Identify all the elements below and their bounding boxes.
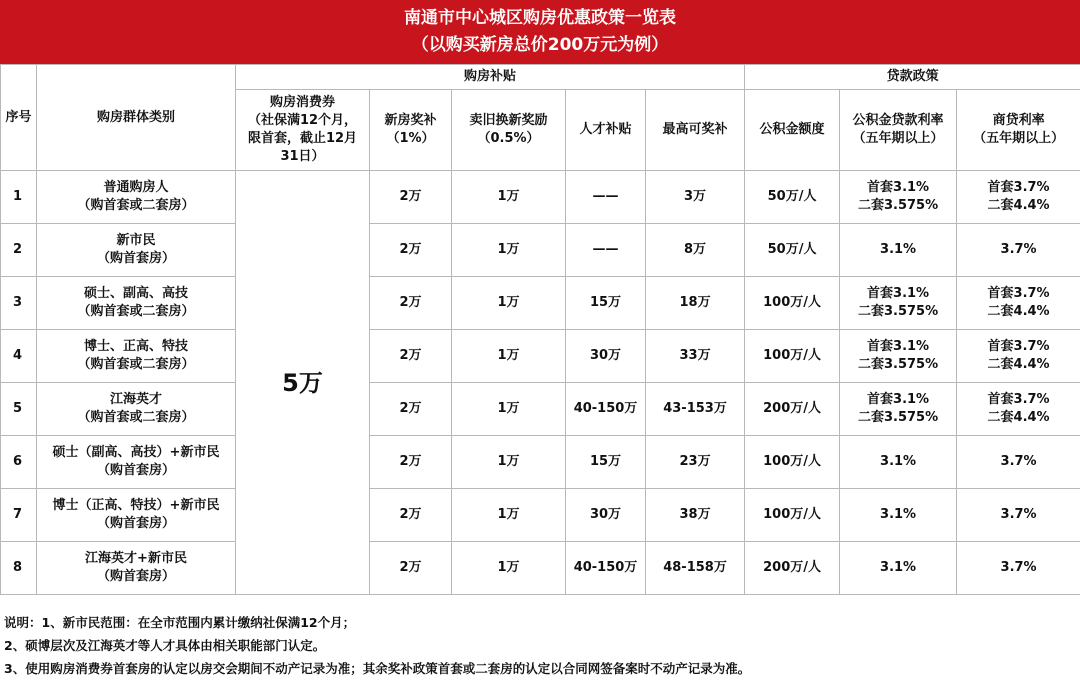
- commercial-rate-cell-line: 二套4.4%: [987, 410, 1050, 425]
- commercial-rate-cell: [957, 436, 1080, 489]
- commercial-rate-cell-line: 首套3.7%: [987, 339, 1050, 354]
- seq-cell: 3: [1, 277, 37, 330]
- fund-rate-cell-line: 首套3.1%: [867, 286, 930, 301]
- subsidy-col-header-line: 31日）: [280, 149, 325, 164]
- fund-rate-cell-line: 3.1%: [880, 454, 917, 469]
- category-cell-line: （购首套房）: [96, 516, 175, 531]
- new-house-subsidy-cell: 2万: [370, 436, 452, 489]
- new-house-subsidy-cell: 2万: [370, 224, 452, 277]
- fund-rate-cell-line: 首套3.1%: [867, 392, 930, 407]
- notes-section: [0, 609, 1080, 686]
- commercial-rate-cell: [957, 383, 1080, 436]
- title-banner: [0, 0, 1080, 64]
- fund-rate-cell: [840, 542, 957, 595]
- max-subsidy-cell: 18万: [646, 277, 745, 330]
- subsidy-col-header: [236, 90, 370, 171]
- talent-subsidy-cell: ——: [566, 171, 646, 224]
- loan-col-header-line: 商贷利率: [992, 113, 1045, 128]
- talent-subsidy-cell: 30万: [566, 330, 646, 383]
- subsidy-col-header-line: 卖旧换新奖励: [469, 113, 548, 128]
- category-cell-line: （购首套房）: [96, 251, 175, 266]
- subsidy-col-header-line: （1%）: [386, 131, 435, 146]
- new-house-subsidy-cell: 2万: [370, 383, 452, 436]
- table-row: [1, 489, 1080, 542]
- max-subsidy-cell: 48-158万: [646, 542, 745, 595]
- category-cell: [37, 277, 236, 330]
- fund-quota-cell: 50万/人: [745, 224, 840, 277]
- fund-quota-cell: 200万/人: [745, 542, 840, 595]
- table-row: [1, 330, 1080, 383]
- loan-col-header-line: （五年期以上）: [852, 131, 944, 146]
- category-cell-line: 江海英才: [109, 392, 162, 407]
- new-house-subsidy-cell: 2万: [370, 171, 452, 224]
- talent-subsidy-cell: 30万: [566, 489, 646, 542]
- category-header: 购房群体类别: [37, 65, 236, 171]
- seq-cell: 6: [1, 436, 37, 489]
- commercial-rate-cell-line: 首套3.7%: [987, 286, 1050, 301]
- commercial-rate-cell-line: 二套4.4%: [987, 357, 1050, 372]
- max-subsidy-cell: 23万: [646, 436, 745, 489]
- fund-rate-cell-line: 3.1%: [880, 507, 917, 522]
- fund-rate-cell-line: 二套3.575%: [857, 304, 939, 319]
- commercial-rate-cell-line: 二套4.4%: [987, 304, 1050, 319]
- commercial-rate-cell: [957, 330, 1080, 383]
- max-subsidy-cell: 8万: [646, 224, 745, 277]
- fund-rate-cell: [840, 171, 957, 224]
- category-cell: [37, 436, 236, 489]
- commercial-rate-cell-line: 二套4.4%: [987, 198, 1050, 213]
- category-cell-line: 硕士、副高、高技: [83, 286, 188, 301]
- fund-quota-cell: 200万/人: [745, 383, 840, 436]
- commercial-rate-cell-line: 3.7%: [1000, 560, 1037, 575]
- category-cell: [37, 383, 236, 436]
- commercial-rate-cell-line: 3.7%: [1000, 507, 1037, 522]
- category-cell-line: 博士、正高、特技: [83, 339, 188, 354]
- fund-quota-cell: 100万/人: [745, 330, 840, 383]
- subsidy-col-header-line: 人才补贴: [579, 122, 632, 137]
- category-cell-line: 新市民: [116, 233, 156, 248]
- subsidy-col-header-line: 新房奖补: [384, 113, 437, 128]
- fund-rate-cell: [840, 224, 957, 277]
- category-cell: [37, 542, 236, 595]
- max-subsidy-cell: 43-153万: [646, 383, 745, 436]
- trade-in-reward-cell: 1万: [452, 277, 566, 330]
- subsidy-col-header: [646, 90, 745, 171]
- talent-subsidy-cell: ——: [566, 224, 646, 277]
- fund-rate-cell: [840, 436, 957, 489]
- table-row: [1, 277, 1080, 330]
- header-row-groups: [1, 65, 1080, 90]
- subsidy-col-header: [452, 90, 566, 171]
- trade-in-reward-cell: 1万: [452, 330, 566, 383]
- trade-in-reward-cell: 1万: [452, 489, 566, 542]
- trade-in-reward-cell: 1万: [452, 224, 566, 277]
- max-subsidy-cell: 38万: [646, 489, 745, 542]
- page-subtitle: （以购买新房总价200万元为例）: [411, 35, 669, 55]
- talent-subsidy-cell: 40-150万: [566, 383, 646, 436]
- new-house-subsidy-cell: 2万: [370, 277, 452, 330]
- subsidy-col-header: [566, 90, 646, 171]
- loan-group-header: 贷款政策: [745, 65, 1080, 90]
- commercial-rate-cell: [957, 489, 1080, 542]
- fund-rate-cell-line: 3.1%: [880, 560, 917, 575]
- fund-rate-cell: [840, 489, 957, 542]
- category-cell-line: （购首套房）: [96, 569, 175, 584]
- fund-rate-cell-line: 3.1%: [880, 242, 917, 257]
- subsidy-group-header: 购房补贴: [236, 65, 745, 90]
- trade-in-reward-cell: 1万: [452, 436, 566, 489]
- note-3: 3、使用购房消费券首套房的认定以房交会期间不动产记录为准；其余奖补政策首套或二套房的认定以合同网签备案时不动产记录为准。: [4, 661, 751, 676]
- seq-cell: 2: [1, 224, 37, 277]
- trade-in-reward-cell: 1万: [452, 171, 566, 224]
- subsidy-col-header-line: 最高可奖补: [662, 122, 728, 137]
- table-row: [1, 224, 1080, 277]
- subsidy-col-header: [370, 90, 452, 171]
- fund-rate-cell-line: 首套3.1%: [867, 180, 930, 195]
- voucher-cell: 5万: [236, 171, 370, 595]
- table-row: [1, 542, 1080, 595]
- commercial-rate-cell: [957, 277, 1080, 330]
- category-cell-line: （购首套房）: [96, 463, 175, 478]
- loan-col-header-line: （五年期以上）: [973, 131, 1065, 146]
- category-cell-line: （购首套或二套房）: [77, 410, 195, 425]
- subsidy-col-header-line: 购房消费券: [269, 95, 335, 110]
- new-house-subsidy-cell: 2万: [370, 542, 452, 595]
- max-subsidy-cell: 33万: [646, 330, 745, 383]
- fund-rate-cell: [840, 383, 957, 436]
- subsidy-col-header-line: （社保满12个月，: [247, 113, 358, 128]
- note-2: 2、硕博层次及江海英才等人才具体由相关职能部门认定。: [4, 638, 326, 653]
- fund-quota-cell: 100万/人: [745, 277, 840, 330]
- new-house-subsidy-cell: 2万: [370, 489, 452, 542]
- policy-table: [0, 64, 1080, 595]
- category-cell-line: （购首套或二套房）: [77, 304, 195, 319]
- fund-quota-cell: 100万/人: [745, 489, 840, 542]
- fund-rate-cell-line: 首套3.1%: [867, 339, 930, 354]
- fund-quota-cell: 50万/人: [745, 171, 840, 224]
- commercial-rate-cell: [957, 542, 1080, 595]
- loan-col-header: [745, 90, 840, 171]
- max-subsidy-cell: 3万: [646, 171, 745, 224]
- loan-col-header-line: 公积金贷款利率: [852, 113, 944, 128]
- subsidy-col-header-line: 限首套，截止12月: [247, 131, 358, 146]
- commercial-rate-cell-line: 3.7%: [1000, 242, 1037, 257]
- commercial-rate-cell: [957, 224, 1080, 277]
- commercial-rate-cell-line: 首套3.7%: [987, 392, 1050, 407]
- category-cell-line: 硕士（副高、高技）+新市民: [52, 445, 220, 460]
- category-cell-line: 普通购房人: [103, 180, 169, 195]
- category-cell-line: （购首套或二套房）: [77, 357, 195, 372]
- trade-in-reward-cell: 1万: [452, 383, 566, 436]
- commercial-rate-cell-line: 首套3.7%: [987, 180, 1050, 195]
- category-cell-line: （购首套或二套房）: [77, 198, 195, 213]
- table-row: [1, 436, 1080, 489]
- fund-rate-cell: [840, 277, 957, 330]
- fund-rate-cell-line: 二套3.575%: [857, 410, 939, 425]
- seq-cell: 8: [1, 542, 37, 595]
- category-cell-line: 江海英才+新市民: [85, 551, 187, 566]
- category-cell: [37, 224, 236, 277]
- new-house-subsidy-cell: 2万: [370, 330, 452, 383]
- talent-subsidy-cell: 40-150万: [566, 542, 646, 595]
- commercial-rate-cell: [957, 171, 1080, 224]
- trade-in-reward-cell: 1万: [452, 542, 566, 595]
- subsidy-col-header-line: （0.5%）: [477, 131, 540, 146]
- commercial-rate-cell-line: 3.7%: [1000, 454, 1037, 469]
- talent-subsidy-cell: 15万: [566, 436, 646, 489]
- loan-col-header: [957, 90, 1080, 171]
- fund-rate-cell: [840, 330, 957, 383]
- seq-cell: 5: [1, 383, 37, 436]
- category-cell-line: 博士（正高、特技）+新市民: [52, 498, 220, 513]
- seq-header: 序号: [1, 65, 37, 171]
- category-cell: [37, 489, 236, 542]
- seq-cell: 4: [1, 330, 37, 383]
- note-1: 说明：1、新市民范围：在全市范围内累计缴纳社保满12个月；: [4, 615, 356, 630]
- fund-rate-cell-line: 二套3.575%: [857, 357, 939, 372]
- seq-cell: 7: [1, 489, 37, 542]
- page-title: 南通市中心城区购房优惠政策一览表: [404, 8, 676, 28]
- fund-rate-cell-line: 二套3.575%: [857, 198, 939, 213]
- seq-cell: 1: [1, 171, 37, 224]
- table-row: [1, 383, 1080, 436]
- table-row: [1, 171, 1080, 224]
- fund-quota-cell: 100万/人: [745, 436, 840, 489]
- loan-col-header: [840, 90, 957, 171]
- talent-subsidy-cell: 15万: [566, 277, 646, 330]
- category-cell: [37, 330, 236, 383]
- loan-col-header-line: 公积金额度: [759, 122, 825, 137]
- category-cell: [37, 171, 236, 224]
